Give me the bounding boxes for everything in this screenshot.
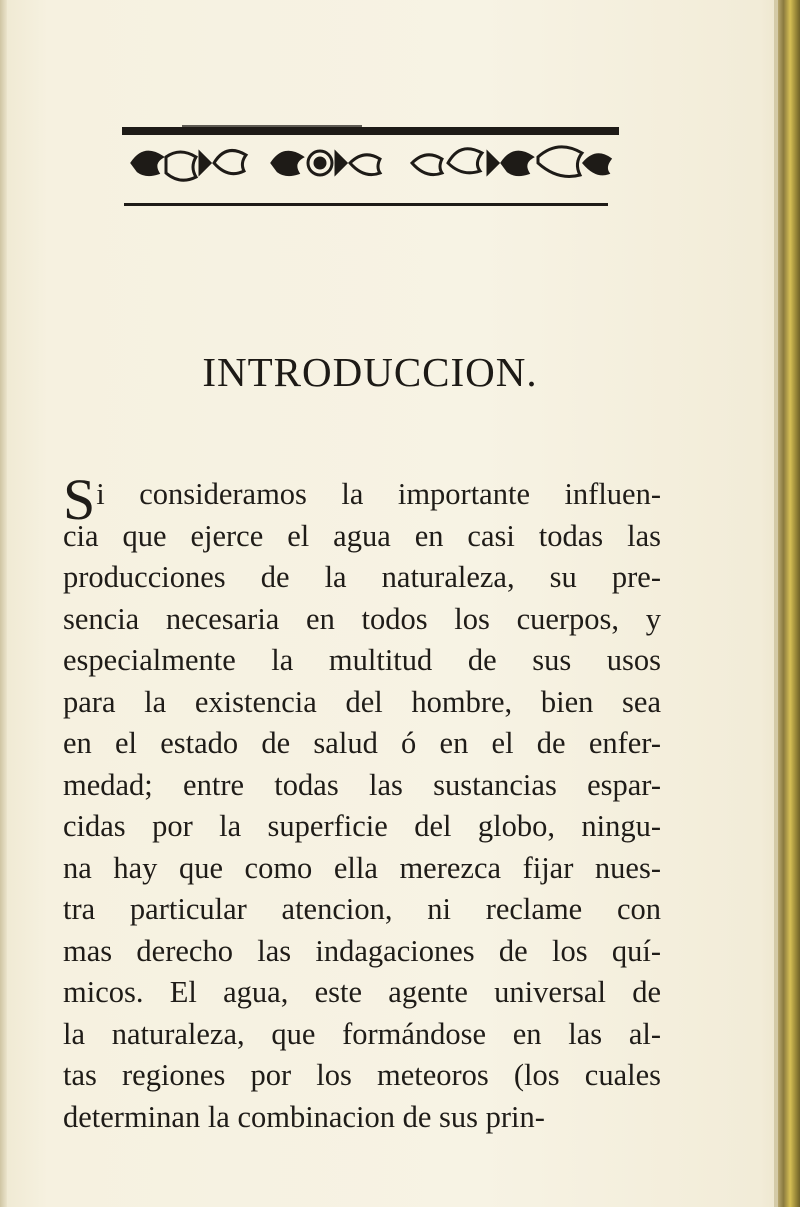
body-paragraph xyxy=(63,466,661,1138)
text-line: mas derecho las indagaciones de los quí- xyxy=(63,933,661,968)
chapter-title: INTRODUCCION. xyxy=(202,349,538,395)
drop-cap: S xyxy=(63,466,96,532)
text-line: sencia necesaria en todos los cuerpos, y xyxy=(63,601,661,636)
text-line: especialmente la multitud de sus usos xyxy=(63,643,661,677)
text-line: cia que ejerce el agua en casi todas las xyxy=(63,518,661,553)
gilt-page-edge xyxy=(778,0,800,1207)
text-line: tra particular atencion, ni reclame con xyxy=(63,892,661,926)
text-line: i consideramos la importante influen- xyxy=(96,477,661,511)
text-line: determinan la combinacion de sus prin- xyxy=(63,1099,545,1134)
text-line: en el estado de salud ó en el de enfer- xyxy=(63,726,661,760)
text-line: medad; entre todas las sustancias espar- xyxy=(63,767,661,802)
text-line: na hay que como ella merezca fijar nues- xyxy=(63,850,661,885)
text-line: la naturaleza, que formándose en las al- xyxy=(63,1016,661,1051)
text-line: tas regiones por los meteoros (los cuales xyxy=(63,1058,661,1092)
text-line: micos. El agua, este agente universal de xyxy=(63,975,661,1009)
text-line: cidas por la superficie del globo, ningu- xyxy=(63,809,661,843)
text-line: para la existencia del hombre, bien sea xyxy=(63,684,661,719)
text-line: producciones de la naturaleza, su pre- xyxy=(63,560,661,594)
page-gutter xyxy=(0,0,7,1207)
paragraph-first-line xyxy=(63,466,661,532)
printers-ornament-icon xyxy=(122,123,622,215)
